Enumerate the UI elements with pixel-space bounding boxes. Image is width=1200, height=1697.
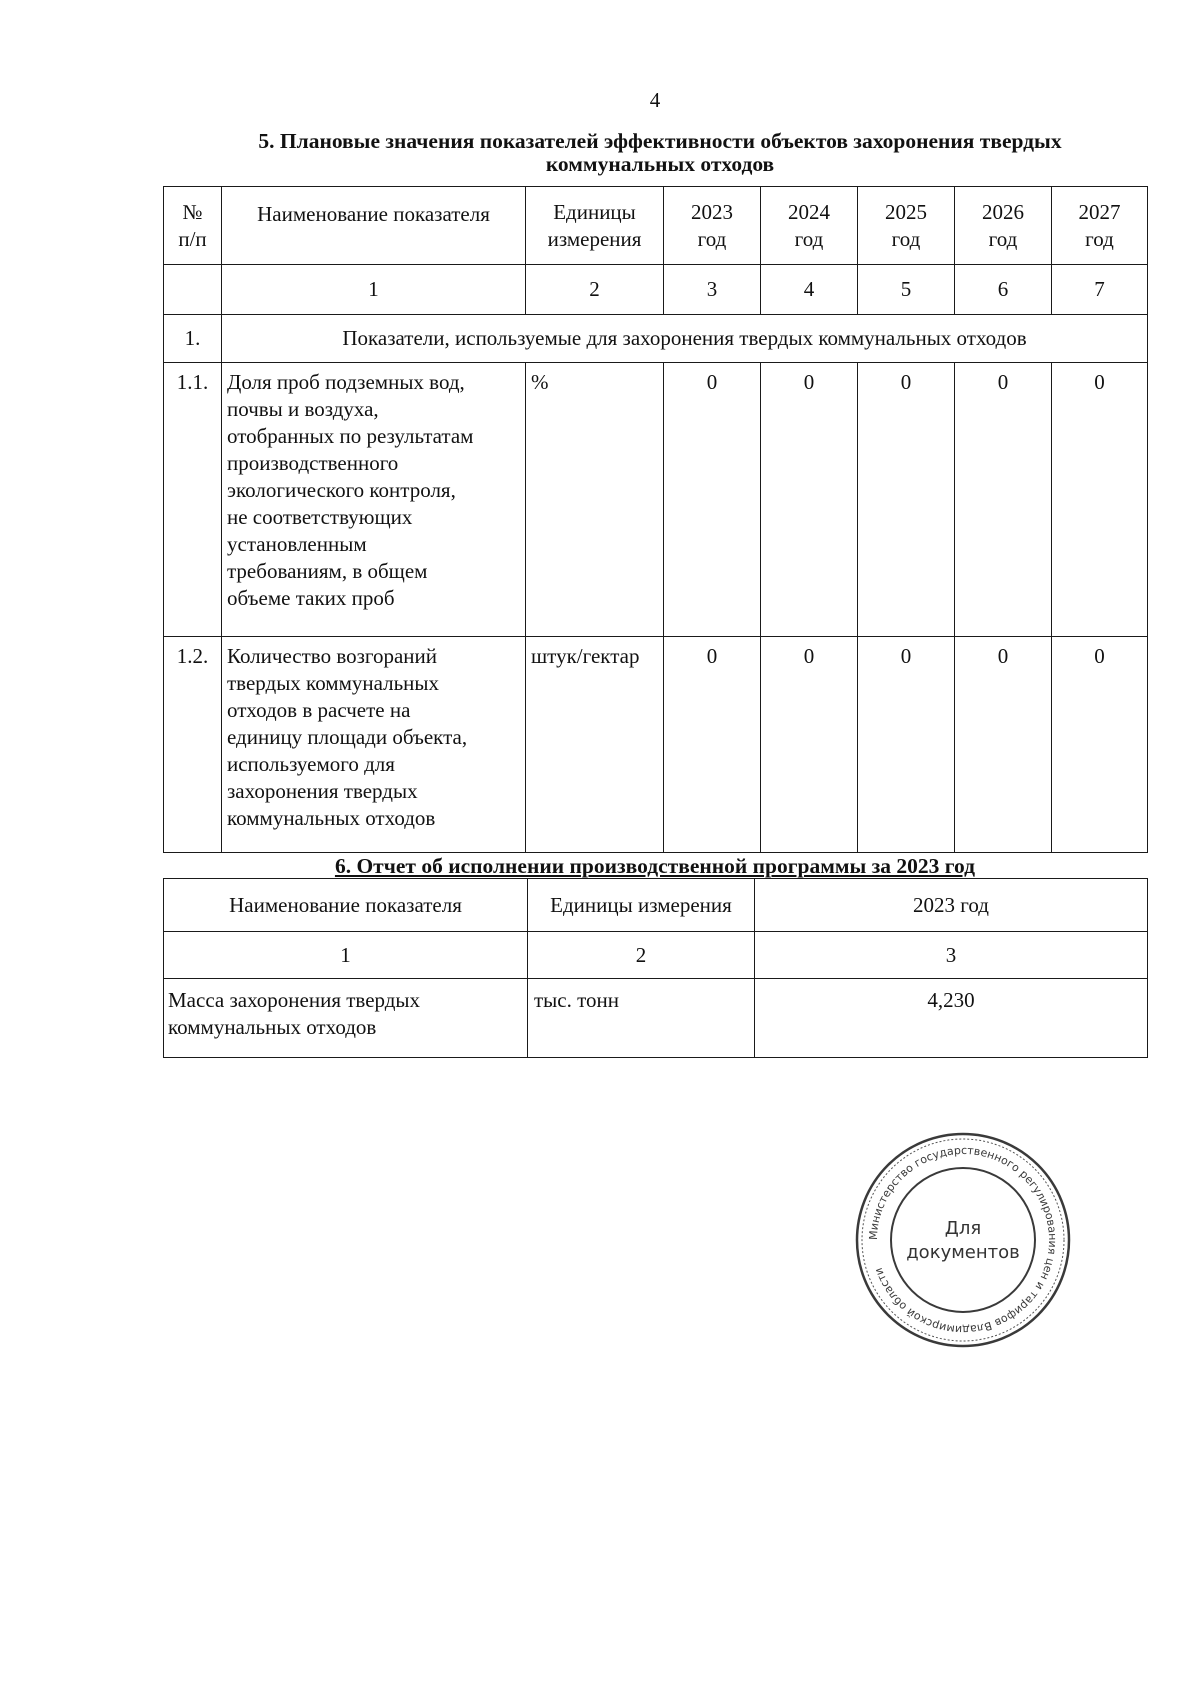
header-unit — [526, 187, 664, 265]
official-stamp — [853, 1130, 1073, 1350]
indicator-name-line: объеме таких проб — [227, 586, 395, 610]
table5-header-row — [164, 187, 1148, 265]
column-number: 5 — [858, 265, 955, 315]
table-row — [164, 363, 1148, 637]
table-row — [164, 979, 1148, 1058]
year-suffix: год — [891, 226, 921, 251]
column-number: 2 — [528, 932, 755, 979]
header-num-line1: № — [182, 199, 203, 224]
section-5-title-line2: коммунальных отходов — [545, 152, 775, 176]
stamp-outer-ring — [857, 1134, 1069, 1346]
year-suffix: год — [794, 226, 824, 251]
header-unit-line1: Единицы — [553, 199, 636, 224]
table6-column-numbers-row — [164, 932, 1148, 979]
header-indicator-name: Наименование показателя — [164, 879, 528, 932]
section-6-title: 6. Отчет об исполнении производственной программы за 2023 год — [334, 854, 976, 878]
year-label: 2024 — [788, 199, 830, 224]
stamp-center-line1: Для — [944, 1218, 982, 1239]
year-suffix: год — [1085, 226, 1114, 251]
indicator-unit: тыс. тонн — [528, 979, 755, 1058]
table5-column-numbers-row — [164, 265, 1148, 315]
group-title: Показатели, используемые для захоронения твердых коммунальных отходов — [222, 315, 1148, 363]
indicator-unit: штук/гектар — [526, 637, 664, 853]
indicator-name-line: Количество возгораний — [227, 644, 438, 668]
indicator-name-line: твердых коммунальных — [227, 671, 440, 695]
header-indicator-name: Наименование показателя — [222, 187, 526, 265]
program-report-table — [163, 878, 1148, 1058]
column-number: 3 — [664, 265, 761, 315]
indicator-name-line: захоронения твердых — [227, 779, 418, 803]
indicator-name-line: установленным — [227, 532, 367, 556]
year-label: 2027 — [1078, 199, 1121, 224]
indicator-name-line: Доля проб подземных вод, — [227, 370, 465, 394]
header-year-2026 — [955, 187, 1052, 265]
stamp-ring-text: Министерство государственного регулирования цен и тарифов Владимирской области — [866, 1143, 1060, 1337]
value-2024: 0 — [761, 363, 858, 637]
value-2024: 0 — [761, 637, 858, 853]
header-year-2024 — [761, 187, 858, 265]
header-year-2023: 2023 год — [755, 879, 1148, 932]
column-number: 4 — [761, 265, 858, 315]
header-num-line2: п/п — [178, 226, 207, 251]
header-unit-line2: измерения — [547, 226, 642, 251]
row-number: 1.2. — [164, 637, 222, 853]
indicator-name-line: Масса захоронения твердых — [168, 988, 421, 1012]
indicator-name-line: коммунальных отходов — [227, 806, 436, 830]
indicator-name-line: единицу площади объекта, — [227, 725, 468, 749]
table5-group-row — [164, 315, 1148, 363]
value-2027: 0 — [1052, 637, 1148, 853]
value-2026: 0 — [955, 637, 1052, 853]
stamp-dotted-ring — [862, 1139, 1064, 1341]
column-number: 1 — [164, 932, 528, 979]
column-number: 7 — [1052, 265, 1148, 315]
value-2023: 0 — [664, 363, 761, 637]
value-2023: 0 — [664, 637, 761, 853]
year-suffix: год — [988, 226, 1018, 251]
header-num — [164, 187, 222, 265]
indicator-name — [222, 637, 526, 853]
indicator-name-line: производственного — [227, 451, 399, 475]
value-2026: 0 — [955, 363, 1052, 637]
header-unit: Единицы измерения — [528, 879, 755, 932]
stamp-center-line2: документов — [906, 1242, 1020, 1263]
efficiency-indicators-table — [163, 186, 1148, 853]
page-number: 4 — [649, 88, 661, 112]
value-2025: 0 — [858, 363, 955, 637]
value-2027: 0 — [1052, 363, 1148, 637]
indicator-name-line: используемого для — [227, 752, 395, 776]
indicator-name-line: почвы и воздуха, — [227, 397, 379, 421]
row-number: 1.1. — [164, 363, 222, 637]
indicator-name-line: отобранных по результатам — [227, 424, 474, 448]
indicator-unit: % — [526, 363, 664, 637]
year-label: 2023 — [691, 199, 733, 224]
table6-header-row — [164, 879, 1148, 932]
value-2025: 0 — [858, 637, 955, 853]
column-number: 2 — [526, 265, 664, 315]
column-number-empty — [164, 265, 222, 315]
section-5-title-line1: 5. Плановые значения показателей эффективности объектов захоронения твердых — [258, 129, 1062, 153]
header-year-2025 — [858, 187, 955, 265]
indicator-name — [164, 979, 528, 1058]
indicator-name-line: экологического контроля, — [227, 478, 456, 502]
header-year-2023 — [664, 187, 761, 265]
year-suffix: год — [697, 226, 727, 251]
year-label: 2026 — [982, 199, 1024, 224]
indicator-name-line: отходов в расчете на — [227, 698, 411, 722]
indicator-name-line: коммунальных отходов — [168, 1015, 377, 1039]
table-row — [164, 637, 1148, 853]
indicator-name-line: требованиям, в общем — [227, 559, 428, 583]
column-number: 3 — [755, 932, 1148, 979]
column-number: 6 — [955, 265, 1052, 315]
stamp-inner-ring — [891, 1168, 1035, 1312]
indicator-name — [222, 363, 526, 637]
group-number: 1. — [164, 315, 222, 363]
value-2023: 4,230 — [755, 979, 1148, 1058]
indicator-name-line: не соответствующих — [227, 505, 413, 529]
section-5-title — [168, 130, 1152, 176]
year-label: 2025 — [885, 199, 927, 224]
column-number: 1 — [222, 265, 526, 315]
header-year-2027 — [1052, 187, 1148, 265]
